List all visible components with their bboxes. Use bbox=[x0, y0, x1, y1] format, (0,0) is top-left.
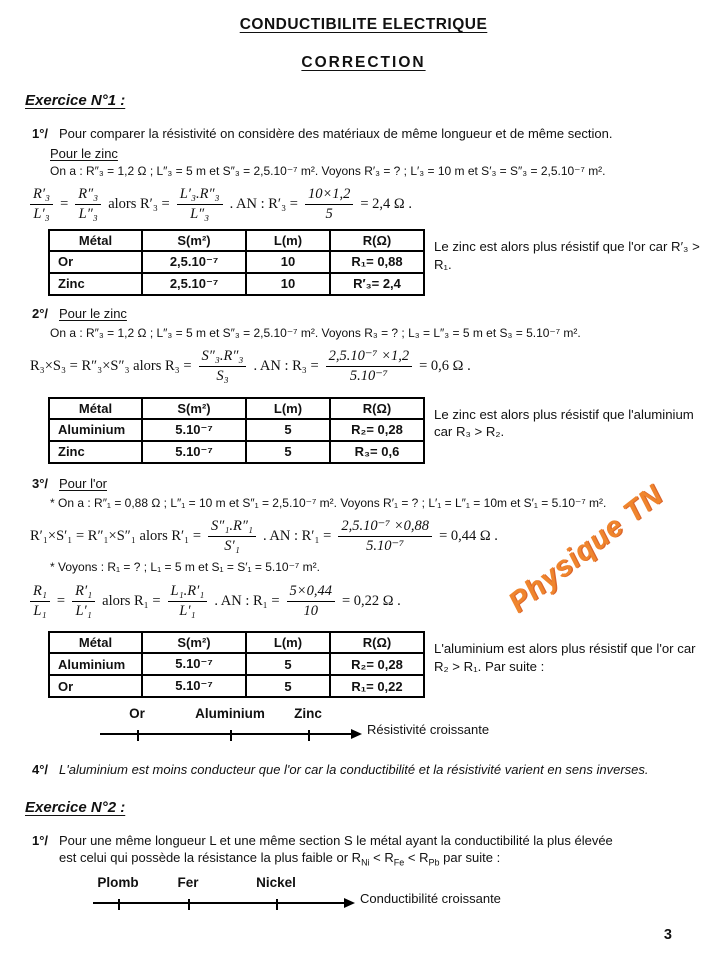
fraction-denominator: 5 bbox=[325, 206, 333, 223]
col-resistance: R(Ω) bbox=[330, 230, 424, 251]
formula-text: . AN : R₃ = bbox=[253, 357, 319, 374]
formula-text: = bbox=[56, 592, 66, 609]
ex2-q1-line2-post: par suite : bbox=[439, 850, 501, 866]
fraction bbox=[72, 583, 95, 619]
formula-text: alors R′₃ = bbox=[108, 196, 170, 213]
subscript-ni: Ni bbox=[361, 857, 370, 868]
ex1-q2-note: Le zinc est alors plus résistif que l'aluminium car R₃ > R₂. bbox=[434, 406, 694, 440]
conductivity-axis bbox=[25, 875, 702, 921]
table-header-row bbox=[49, 632, 424, 653]
fraction-numerator: R′₁ bbox=[72, 583, 95, 602]
fraction bbox=[75, 186, 101, 222]
exercise2-heading bbox=[25, 799, 702, 817]
q3-label: 3°/ bbox=[32, 475, 49, 491]
cell-metal: Aluminium bbox=[49, 653, 142, 675]
axis-label-plomb: Plomb bbox=[97, 875, 139, 891]
col-resistance: R(Ω) bbox=[330, 398, 424, 419]
fraction-numerator: S″₁.R″₁ bbox=[208, 518, 256, 537]
ex2-q1-text bbox=[59, 833, 702, 869]
cell-metal: Aluminium bbox=[49, 419, 142, 441]
fraction-denominator: 5.10⁻⁷ bbox=[366, 537, 405, 554]
ex1-q2-heading bbox=[32, 306, 702, 323]
fraction bbox=[326, 348, 412, 384]
cell-section: 2,5.10⁻⁷ bbox=[142, 251, 246, 273]
cell-length: 10 bbox=[246, 273, 330, 295]
axis-tick bbox=[276, 899, 278, 910]
fraction-denominator: S₃ bbox=[216, 367, 229, 384]
axis-tick bbox=[137, 730, 139, 741]
formula-text: = 2,4 Ω . bbox=[360, 196, 412, 213]
formula-text: . AN : R′₃ = bbox=[229, 196, 298, 213]
col-metal: Métal bbox=[49, 230, 142, 251]
col-length: L(m) bbox=[246, 632, 330, 653]
ex1-q2-given: On a : R″₃ = 1,2 Ω ; L″₃ = 5 m et S″₃ = 2,5.10⁻⁷ m². Voyons R₃ = ? ; L₃ = L″₃ = 5 m et S₃ = 5.10⁻⁷ m². bbox=[50, 325, 581, 340]
fraction bbox=[177, 186, 223, 222]
fraction bbox=[287, 583, 335, 619]
page-number: 3 bbox=[663, 927, 672, 943]
cell-section: 2,5.10⁻⁷ bbox=[142, 273, 246, 295]
fraction-denominator: S′₁ bbox=[224, 537, 240, 554]
cell-section: 5.10⁻⁷ bbox=[142, 675, 246, 697]
table-row bbox=[49, 419, 424, 441]
axis-tick bbox=[118, 899, 120, 910]
q4-text: L'aluminium est moins conducteur que l'or car la conductibilité et la résistivité varient en sens inverses. bbox=[59, 762, 649, 778]
fraction-denominator: L₁ bbox=[33, 602, 47, 619]
cell-length: 5 bbox=[246, 675, 330, 697]
ex1-q4 bbox=[32, 762, 702, 779]
axis-tick bbox=[188, 899, 190, 910]
subscript-fe: Fe bbox=[393, 857, 405, 868]
formula-text: = 0,44 Ω . bbox=[439, 527, 498, 544]
watermark: Physique TN bbox=[502, 479, 670, 620]
ex1-q3-formula2 bbox=[30, 583, 702, 619]
table-header-row bbox=[49, 230, 424, 251]
fraction-numerator: L′₃.R″₃ bbox=[177, 186, 223, 205]
cell-resistance: R₃= 0,6 bbox=[330, 441, 424, 463]
table-row bbox=[49, 251, 424, 273]
cell-resistance: R₁= 0,88 bbox=[330, 251, 424, 273]
fraction-numerator: 10×1,2 bbox=[305, 186, 353, 205]
fraction-numerator: 5×0,44 bbox=[287, 583, 335, 602]
ex1-q1-subheading bbox=[50, 146, 702, 161]
fraction-denominator: L″₃ bbox=[78, 206, 98, 223]
ex1-q3-note: L'aluminium est alors plus résistif que l'or car R₂ > R₁. Par suite : bbox=[434, 641, 696, 675]
col-length: L(m) bbox=[246, 230, 330, 251]
ex1-q3-given1: * On a : R″₁ = 0,88 Ω ; L″₁ = 10 m et S″₁ = 2,5.10⁻⁷ m². Voyons R′₁ = ? ; L′₁ = L″₁ = 10m et S′₁ = 5.10⁻⁷ m². bbox=[50, 495, 607, 510]
ex1-q1-intro bbox=[32, 126, 702, 143]
col-section: S(m²) bbox=[142, 230, 246, 251]
ex1-q1-results bbox=[48, 229, 702, 296]
ex2-q1-mid1: < R bbox=[369, 850, 394, 866]
ex1-q3-given2: * Voyons : R₁ = ? ; L₁ = 5 m et S₁ = S′₁ = 5.10⁻⁷ m². bbox=[50, 560, 320, 575]
ex2-q1 bbox=[32, 833, 702, 869]
subscript-pb: Pb bbox=[428, 857, 440, 868]
formula-text: R₃×S₃ = R″₃×S″₃ alors R₃ = bbox=[30, 357, 192, 374]
fraction-denominator: L′₁ bbox=[179, 602, 196, 619]
table-header-row bbox=[49, 398, 424, 419]
ex1-q3-formula1 bbox=[30, 518, 702, 554]
axis-label-or: Or bbox=[129, 706, 145, 722]
cell-resistance: R′₃= 2,4 bbox=[330, 273, 424, 295]
exercise1-heading bbox=[25, 92, 702, 110]
cell-metal: Or bbox=[49, 675, 142, 697]
q1-label: 1°/ bbox=[32, 126, 49, 141]
ex1-q1-formula bbox=[30, 186, 702, 222]
q1-intro-text: Pour comparer la résistivité on considère des matériaux de même longueur et de même section. bbox=[59, 126, 613, 141]
axis-label-nickel: Nickel bbox=[256, 875, 296, 891]
ex1-q1-note: Le zinc est alors plus résistif que l'or car R′₃ > R₁. bbox=[434, 238, 700, 272]
col-resistance: R(Ω) bbox=[330, 632, 424, 653]
cell-resistance: R₂= 0,28 bbox=[330, 653, 424, 675]
fraction bbox=[338, 518, 432, 554]
q2-label: 2°/ bbox=[32, 305, 49, 321]
cell-metal: Zinc bbox=[49, 441, 142, 463]
axis-tick bbox=[230, 730, 232, 741]
axis-label-aluminium: Aluminium bbox=[195, 706, 265, 722]
fraction-numerator: 2,5.10⁻⁷ ×1,2 bbox=[326, 348, 412, 367]
ex1-q1-table bbox=[48, 229, 425, 296]
fraction-numerator: R′₃ bbox=[30, 186, 53, 205]
formula-text: = bbox=[60, 196, 69, 213]
ex1-q2-table bbox=[48, 397, 425, 464]
formula-text: alors R₁ = bbox=[102, 592, 161, 609]
resistivity-axis bbox=[25, 706, 702, 752]
fraction bbox=[305, 186, 353, 222]
cell-length: 10 bbox=[246, 251, 330, 273]
fraction-denominator: 5.10⁻⁷ bbox=[349, 367, 388, 384]
ex1-q2-formula bbox=[30, 348, 702, 384]
col-section: S(m²) bbox=[142, 398, 246, 419]
col-length: L(m) bbox=[246, 398, 330, 419]
col-section: S(m²) bbox=[142, 632, 246, 653]
q2-subheading-text: Pour le zinc bbox=[59, 305, 127, 321]
ex2-q1-line2-pre: est celui qui possède la résistance la plus faible or R bbox=[59, 850, 362, 866]
cell-length: 5 bbox=[246, 441, 330, 463]
fraction bbox=[30, 186, 53, 222]
fraction-denominator: 10 bbox=[303, 602, 318, 619]
q4-label: 4°/ bbox=[32, 762, 49, 778]
axis-label-fer: Fer bbox=[177, 875, 199, 891]
formula-text: . AN : R′₁ = bbox=[262, 527, 332, 544]
ex2-q1-line1: Pour une même longueur L et une même section S le métal ayant la conductibilité la plus élevée bbox=[59, 833, 613, 849]
formula-text: = 0,22 Ω . bbox=[341, 592, 401, 609]
axis-arrowhead-icon bbox=[351, 729, 362, 739]
ex1-q3-heading bbox=[32, 476, 702, 493]
cell-section: 5.10⁻⁷ bbox=[142, 441, 246, 463]
cell-length: 5 bbox=[246, 653, 330, 675]
exercise2-heading-text: Exercice N°2 : bbox=[25, 799, 126, 817]
fraction-numerator: R₁ bbox=[30, 583, 50, 602]
fraction-denominator: L′₁ bbox=[75, 602, 92, 619]
cell-resistance: R₁= 0,22 bbox=[330, 675, 424, 697]
q1-subheading-text: Pour le zinc bbox=[50, 145, 118, 161]
ex1-q1-given: On a : R″₃ = 1,2 Ω ; L″₃ = 5 m et S″₃ = 2,5.10⁻⁷ m². Voyons R′₃ = ? ; L′₃ = 10 m et S′₃ = S″₃ = 2,5.10⁻⁷ m². bbox=[50, 163, 606, 178]
cell-section: 5.10⁻⁷ bbox=[142, 419, 246, 441]
fraction bbox=[208, 518, 256, 554]
cell-length: 5 bbox=[246, 419, 330, 441]
fraction-denominator: L′₃ bbox=[33, 206, 50, 223]
ex1-q3-results bbox=[48, 631, 702, 698]
col-metal: Métal bbox=[49, 398, 142, 419]
formula-text: R′₁×S′₁ = R″₁×S″₁ alors R′₁ = bbox=[30, 527, 202, 544]
axis-tick bbox=[308, 730, 310, 741]
document-header bbox=[25, 16, 702, 34]
document-subtitle: CORRECTION bbox=[301, 54, 426, 71]
formula-text: . AN : R₁ = bbox=[214, 592, 280, 609]
cell-metal: Zinc bbox=[49, 273, 142, 295]
table-row bbox=[49, 675, 424, 697]
axis-caption: Conductibilité croissante bbox=[360, 891, 501, 907]
fraction-numerator: L₁.R′₁ bbox=[168, 583, 208, 602]
fraction-denominator: L″₃ bbox=[190, 206, 210, 223]
ex2-q1-mid2: < R bbox=[404, 850, 429, 866]
ex1-q3-table bbox=[48, 631, 425, 698]
fraction bbox=[199, 348, 247, 384]
ex1-q2-results bbox=[48, 397, 702, 464]
axis-line bbox=[93, 902, 345, 904]
exercise1-heading-text: Exercice N°1 : bbox=[25, 92, 126, 109]
q3-subheading-text: Pour l'or bbox=[59, 475, 108, 491]
table-row bbox=[49, 441, 424, 463]
table-row bbox=[49, 653, 424, 675]
cell-section: 5.10⁻⁷ bbox=[142, 653, 246, 675]
axis-arrowhead-icon bbox=[344, 898, 355, 908]
fraction-numerator: S″₃.R″₃ bbox=[199, 348, 247, 367]
fraction bbox=[168, 583, 208, 619]
axis-caption: Résistivité croissante bbox=[367, 722, 490, 738]
cell-metal: Or bbox=[49, 251, 142, 273]
formula-text: = 0,6 Ω . bbox=[419, 357, 471, 374]
axis-label-zinc: Zinc bbox=[294, 706, 322, 722]
col-metal: Métal bbox=[49, 632, 142, 653]
fraction-numerator: R″₃ bbox=[75, 186, 101, 205]
cell-resistance: R₂= 0,28 bbox=[330, 419, 424, 441]
ex2-q1-line2 bbox=[59, 850, 501, 868]
fraction bbox=[30, 583, 50, 619]
fraction-numerator: 2,5.10⁻⁷ ×0,88 bbox=[338, 518, 432, 537]
table-row bbox=[49, 273, 424, 295]
document-title: CONDUCTIBILITE ELECTRIQUE bbox=[239, 16, 488, 33]
document-subheader bbox=[25, 54, 702, 72]
ex2-q1-label: 1°/ bbox=[32, 833, 49, 849]
